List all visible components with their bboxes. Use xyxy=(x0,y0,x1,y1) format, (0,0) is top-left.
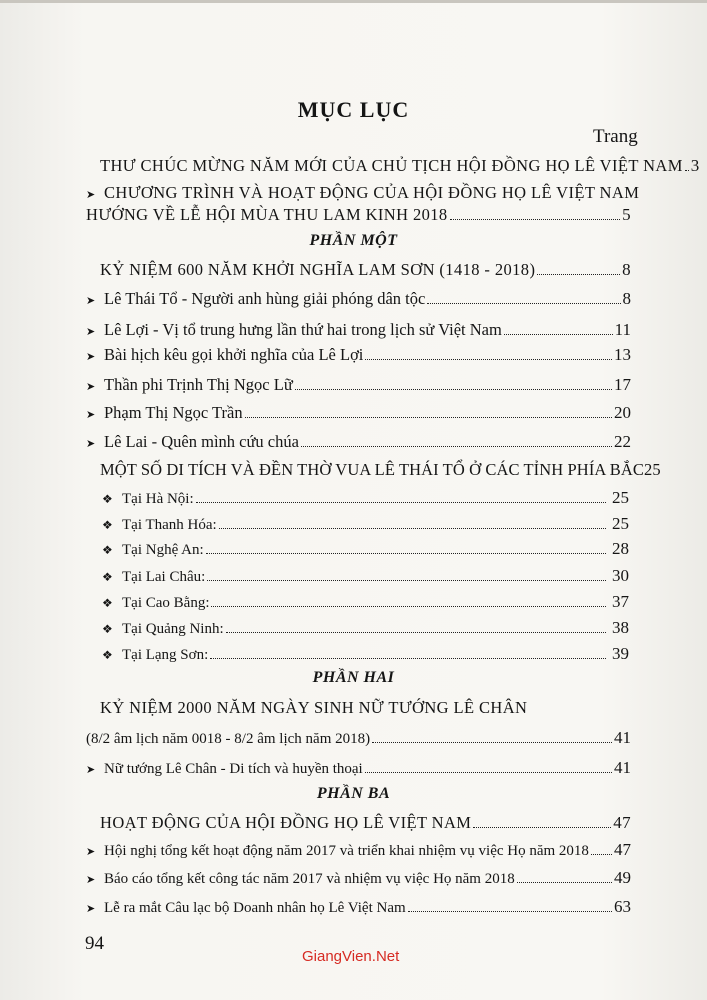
toc-entry[interactable] xyxy=(86,728,631,750)
toc-entry-title: Nữ tướng Lê Chân - Di tích và huyền thoại xyxy=(104,761,363,777)
toc-entry-title: Tại Lạng Sơn: xyxy=(122,647,209,663)
toc-entry-title: Lê Lai - Quên mình cứu chúa xyxy=(104,432,299,451)
toc-entry-page: 22 xyxy=(614,432,631,451)
toc-entry[interactable] xyxy=(86,289,631,311)
toc-entry-title: Tại Hà Nội: xyxy=(122,491,194,507)
toc-entry-title: (8/2 âm lịch năm 0018 - 8/2 âm lịch năm 2018) xyxy=(86,731,371,747)
dot-leader xyxy=(473,827,611,828)
toc-entry-title: Lê Lợi - Vị tổ trung hưng lần thứ hai trong lịch sử Việt Nam xyxy=(104,320,502,339)
toc-entry-page: 41 xyxy=(614,758,631,777)
toc-entry-title: Lê Thái Tổ - Người anh hùng giải phóng dân tộc xyxy=(104,289,426,308)
toc-entry-title: Tại Quảng Ninh: xyxy=(122,621,224,637)
diamond-bullet-icon: ❖ xyxy=(102,596,113,610)
dot-leader xyxy=(206,553,606,554)
toc-entry-page: 37 xyxy=(612,592,629,611)
dot-leader xyxy=(295,389,612,390)
page-number: 94 xyxy=(85,933,104,954)
toc-entry-page: 25 xyxy=(643,460,661,479)
toc-entry-title: Hội nghị tổng kết hoạt động năm 2017 và triển khai nhiệm vụ việc Họ năm 2018 xyxy=(104,843,589,859)
toc-entry-title: Tại Nghệ An: xyxy=(122,542,204,558)
toc-entry-page: 3 xyxy=(690,156,700,175)
toc-entry-title: Bài hịch kêu gọi khởi nghĩa của Lê Lợi xyxy=(104,345,364,364)
toc-entry-title: CHƯƠNG TRÌNH VÀ HOẠT ĐỘNG CỦA HỘI ĐỒNG HỌ LÊ VIỆT NAM xyxy=(104,183,640,202)
arrowhead-bullet-icon: ➤ xyxy=(86,903,96,915)
dot-leader xyxy=(408,911,612,912)
diamond-bullet-icon: ❖ xyxy=(102,492,113,506)
toc-entry[interactable] xyxy=(102,539,629,561)
dot-leader xyxy=(365,772,612,773)
toc-entry[interactable] xyxy=(102,488,629,510)
toc-entry[interactable] xyxy=(86,758,631,780)
section-heading[interactable] xyxy=(100,260,631,282)
dot-leader xyxy=(301,446,612,447)
arrowhead-bullet-icon: ➤ xyxy=(86,846,96,858)
toc-entry-title: Tại Cao Bằng: xyxy=(122,595,210,611)
toc-entry-page: 30 xyxy=(612,566,629,585)
toc-entry-page: 41 xyxy=(614,728,631,747)
toc-entry-title: Lễ ra mắt Câu lạc bộ Doanh nhân họ Lê Việt Nam xyxy=(104,900,406,916)
toc-entry-page: 47 xyxy=(613,813,631,832)
section-heading: KỶ NIỆM 2000 NĂM NGÀY SINH NỮ TƯỚNG LÊ CHÂN xyxy=(100,698,528,717)
toc-entry[interactable] xyxy=(102,618,629,640)
arrowhead-bullet-icon: ➤ xyxy=(86,438,96,450)
toc-entry[interactable] xyxy=(102,514,629,536)
toc-entry-page: 39 xyxy=(612,644,629,663)
dot-leader xyxy=(226,632,606,633)
arrowhead-bullet-icon: ➤ xyxy=(86,381,96,393)
dot-leader xyxy=(450,219,621,220)
toc-entry-page: 8 xyxy=(622,260,631,279)
toc-entry-title: THƯ CHÚC MỪNG NĂM MỚI CỦA CHỦ TỊCH HỘI ĐỒNG HỌ LÊ VIỆT NAM xyxy=(100,156,683,175)
toc-entry-page: 49 xyxy=(614,868,631,887)
toc-entry-title: Tại Thanh Hóa: xyxy=(122,517,217,533)
toc-entry-page: 25 xyxy=(612,514,629,533)
dot-leader xyxy=(196,502,606,503)
toc-entry-page: 25 xyxy=(612,488,629,507)
toc-entry[interactable] xyxy=(86,840,631,862)
toc-entry-page: 17 xyxy=(614,375,631,394)
dot-leader xyxy=(504,334,613,335)
toc-entry[interactable] xyxy=(86,375,631,397)
toc-entry-page: 13 xyxy=(614,345,631,364)
toc-entry[interactable] xyxy=(100,156,700,178)
diamond-bullet-icon: ❖ xyxy=(102,543,113,557)
arrowhead-bullet-icon: ➤ xyxy=(86,189,96,201)
toc-entry-title: Báo cáo tổng kết công tác năm 2017 và nhiệm vụ việc Họ năm 2018 xyxy=(104,871,515,887)
page-title: MỤC LỤC xyxy=(297,97,410,122)
section-heading-title: HOẠT ĐỘNG CỦA HỘI ĐỒNG HỌ LÊ VIỆT NAM xyxy=(100,813,472,832)
toc-entry[interactable] xyxy=(86,205,631,227)
toc-entry[interactable] xyxy=(102,592,629,614)
dot-leader xyxy=(207,580,606,581)
toc-entry[interactable] xyxy=(86,320,631,342)
page-column-label: Trang xyxy=(593,126,638,147)
arrowhead-bullet-icon: ➤ xyxy=(86,409,96,421)
dot-leader xyxy=(517,882,612,883)
diamond-bullet-icon: ❖ xyxy=(102,622,113,636)
toc-entry-page: 11 xyxy=(614,320,631,339)
arrowhead-bullet-icon: ➤ xyxy=(86,874,96,886)
arrowhead-bullet-icon: ➤ xyxy=(86,351,96,363)
toc-entry-title: Thần phi Trịnh Thị Ngọc Lữ xyxy=(104,375,293,394)
toc-entry-title: Tại Lai Châu: xyxy=(122,569,206,585)
section-heading-title: MỘT SỐ DI TÍCH VÀ ĐỀN THỜ VUA LÊ THÁI TỔ Ở CÁC TỈNH PHÍA BẮC xyxy=(100,460,644,479)
toc-entry-line[interactable] xyxy=(86,183,639,203)
dot-leader xyxy=(245,417,612,418)
section-heading[interactable] xyxy=(100,460,661,480)
diamond-bullet-icon: ❖ xyxy=(102,648,113,662)
toc-entry[interactable] xyxy=(102,566,629,588)
dot-leader xyxy=(365,359,612,360)
dot-leader xyxy=(591,854,612,855)
toc-entry[interactable] xyxy=(86,432,631,454)
toc-entry[interactable] xyxy=(86,897,631,919)
diamond-bullet-icon: ❖ xyxy=(102,518,113,532)
toc-entry[interactable] xyxy=(102,644,629,666)
toc-entry-page: 28 xyxy=(612,539,629,558)
toc-entry[interactable] xyxy=(86,345,631,367)
arrowhead-bullet-icon: ➤ xyxy=(86,764,96,776)
toc-entry-page: 5 xyxy=(622,205,631,224)
diamond-bullet-icon: ❖ xyxy=(102,570,113,584)
toc-entry[interactable] xyxy=(86,868,631,890)
arrowhead-bullet-icon: ➤ xyxy=(86,295,96,307)
toc-entry-page: 8 xyxy=(622,289,631,308)
dot-leader xyxy=(372,742,612,743)
part-label: PHẦN BA xyxy=(316,785,391,802)
part-label: PHẦN MỘT xyxy=(309,232,398,249)
dot-leader xyxy=(211,606,606,607)
toc-entry-page: 47 xyxy=(614,840,631,859)
dot-leader xyxy=(210,658,606,659)
dot-leader xyxy=(537,274,620,275)
watermark-text: GiangVien.Net xyxy=(302,948,400,965)
toc-entry-page: 38 xyxy=(612,618,629,637)
part-label: PHẦN HAI xyxy=(312,669,395,686)
dot-leader xyxy=(219,528,606,529)
top-edge xyxy=(0,0,707,3)
section-heading-title: KỶ NIỆM 600 NĂM KHỞI NGHĨA LAM SƠN (1418 - 2018) xyxy=(100,260,536,279)
dot-leader xyxy=(685,170,689,171)
toc-entry-title: HƯỚNG VỀ LỄ HỘI MÙA THU LAM KINH 2018 xyxy=(86,205,448,224)
toc-entry[interactable] xyxy=(86,403,631,425)
toc-entry-title: Phạm Thị Ngọc Trần xyxy=(104,403,243,422)
arrowhead-bullet-icon: ➤ xyxy=(86,326,96,338)
toc-entry-page: 20 xyxy=(614,403,631,422)
toc-entry-page: 63 xyxy=(614,897,631,916)
section-heading[interactable] xyxy=(100,813,631,835)
dot-leader xyxy=(427,303,620,304)
